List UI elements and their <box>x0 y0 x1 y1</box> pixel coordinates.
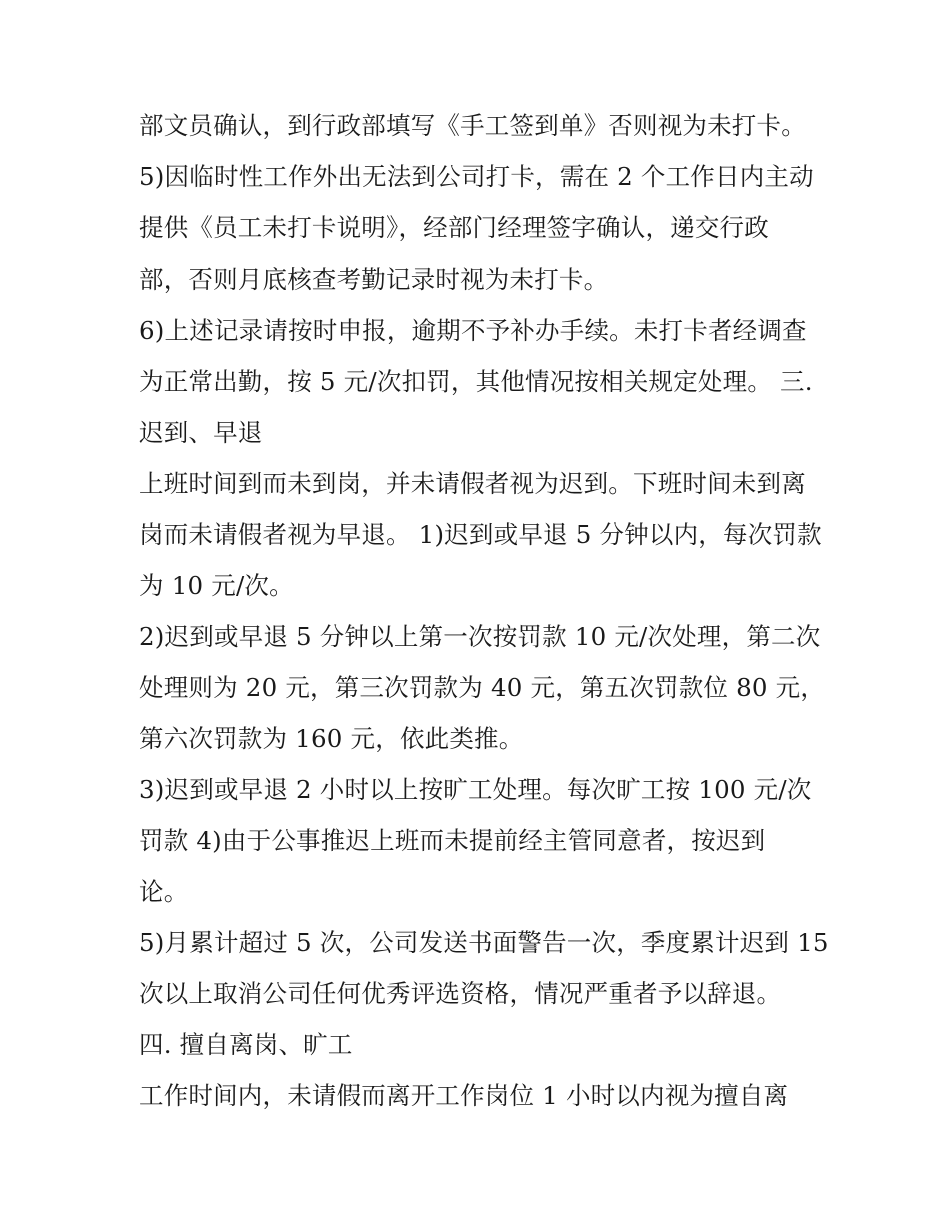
text-line: 5)月累计超过 5 次，公司发送书面警告一次，季度累计迟到 15 <box>139 928 829 957</box>
text-line: 6)上述记录请按时申报，逾期不予补办手续。未打卡者经调查 <box>139 316 807 345</box>
text-line: 3)迟到或早退 2 小时以上按旷工处理。每次旷工按 100 元/次 <box>139 775 812 804</box>
text-line: 为正常出勤，按 5 元/次扣罚，其他情况按相关规定处理。 三. <box>139 367 813 396</box>
section-heading-late-early: 迟到、早退 <box>139 418 263 447</box>
text-line: 处理则为 20 元，第三次罚款为 40 元，第五次罚款位 80 元， <box>139 673 826 702</box>
text-line: 岗而未请假者视为早退。 1)迟到或早退 5 分钟以内，每次罚款 <box>139 520 822 549</box>
text-line: 工作时间内，未请假而离开工作岗位 1 小时以内视为擅自离 <box>139 1081 789 1110</box>
text-line: 罚款 4)由于公事推迟上班而未提前经主管同意者，按迟到 <box>139 826 766 855</box>
text-line: 提供《员工未打卡说明》，经部门经理签字确认，递交行政 <box>139 213 769 242</box>
text-line: 次以上取消公司任何优秀评选资格，情况严重者予以辞退。 <box>139 979 782 1008</box>
text-line: 2)迟到或早退 5 分钟以上第一次按罚款 10 元/次处理，第二次 <box>139 622 821 651</box>
text-line: 为 10 元/次。 <box>139 571 294 600</box>
text-line: 5)因临时性工作外出无法到公司打卡，需在 2 个工作日内主动 <box>139 162 814 191</box>
text-line: 部文员确认，到行政部填写《手工签到单》否则视为未打卡。 <box>139 111 806 140</box>
text-line: 第六次罚款为 160 元，依此类推。 <box>139 724 524 753</box>
text-line: 上班时间到而未到岗，并未请假者视为迟到。下班时间未到离 <box>139 469 806 498</box>
text-line: 部，否则月底核查考勤记录时视为未打卡。 <box>139 265 609 294</box>
section-heading-absence: 四. 擅自离岗、旷工 <box>139 1030 353 1059</box>
text-line: 论。 <box>139 877 189 906</box>
